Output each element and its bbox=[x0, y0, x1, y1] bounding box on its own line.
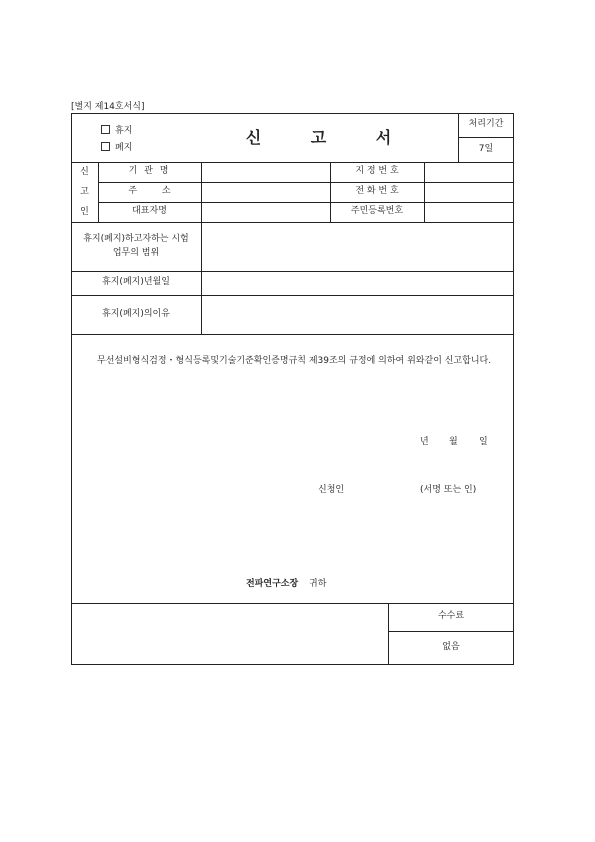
representative-field[interactable] bbox=[201, 202, 330, 222]
declaration-statement: 무선설비형식검정・형식등록및기술기준확인증명규칙 제39조의 규정에 의하여 위와같이 신고합니다. bbox=[97, 356, 492, 366]
document-title-cell bbox=[201, 113, 458, 162]
suspension-reason-field[interactable] bbox=[201, 295, 514, 334]
designation-number-field[interactable] bbox=[424, 162, 514, 182]
row-divider bbox=[71, 334, 514, 335]
processing-period-label: 처리기간 bbox=[468, 119, 504, 130]
phone-number-field[interactable] bbox=[424, 182, 514, 202]
option-suspension[interactable]: 휴지 bbox=[101, 123, 132, 136]
checkbox-icon[interactable] bbox=[101, 125, 110, 134]
document-title: 신 고 서 bbox=[245, 127, 414, 147]
phone-number-label: 전 화 번 호 bbox=[355, 186, 399, 197]
signature-label: (서명 또는 인) bbox=[420, 485, 477, 495]
date-month: 월 bbox=[449, 437, 458, 447]
form-number-label: [별지 제14호서식] bbox=[71, 102, 145, 112]
representative-label: 대표자명 bbox=[132, 206, 167, 217]
test-scope-label: 휴지(폐지)하고자하는 시험 업무의 범위 bbox=[83, 234, 189, 258]
address-field[interactable] bbox=[201, 182, 330, 202]
applicant-group-label: 신 고 인 bbox=[80, 167, 89, 217]
designation-number-label: 지 정 번 호 bbox=[355, 166, 399, 177]
fee-value: 없음 bbox=[442, 642, 460, 653]
fee-label: 수수료 bbox=[437, 611, 465, 622]
addressee: 전파연구소장 귀하 bbox=[246, 579, 327, 589]
test-scope-field[interactable] bbox=[201, 222, 514, 271]
applicant-label: 신청인 bbox=[318, 485, 345, 495]
institution-name-label: 기 관 명 bbox=[128, 166, 171, 177]
processing-period-value: 7일 bbox=[478, 143, 494, 154]
institution-name-field[interactable] bbox=[201, 162, 330, 182]
address-label: 주 소 bbox=[128, 186, 171, 197]
date-day: 일 bbox=[479, 437, 488, 447]
resident-number-label: 주민등록번호 bbox=[350, 206, 404, 217]
attachments-area bbox=[71, 603, 388, 665]
checkbox-icon[interactable] bbox=[101, 142, 110, 151]
suspension-date-field[interactable] bbox=[201, 271, 514, 295]
date-year: 년 bbox=[420, 437, 429, 447]
resident-number-field[interactable] bbox=[424, 202, 514, 222]
suspension-reason-label: 휴지(폐지)의이유 bbox=[102, 308, 170, 319]
option-abolition[interactable]: 폐지 bbox=[101, 140, 132, 153]
suspension-date-label: 휴지(폐지)년월일 bbox=[102, 277, 170, 288]
